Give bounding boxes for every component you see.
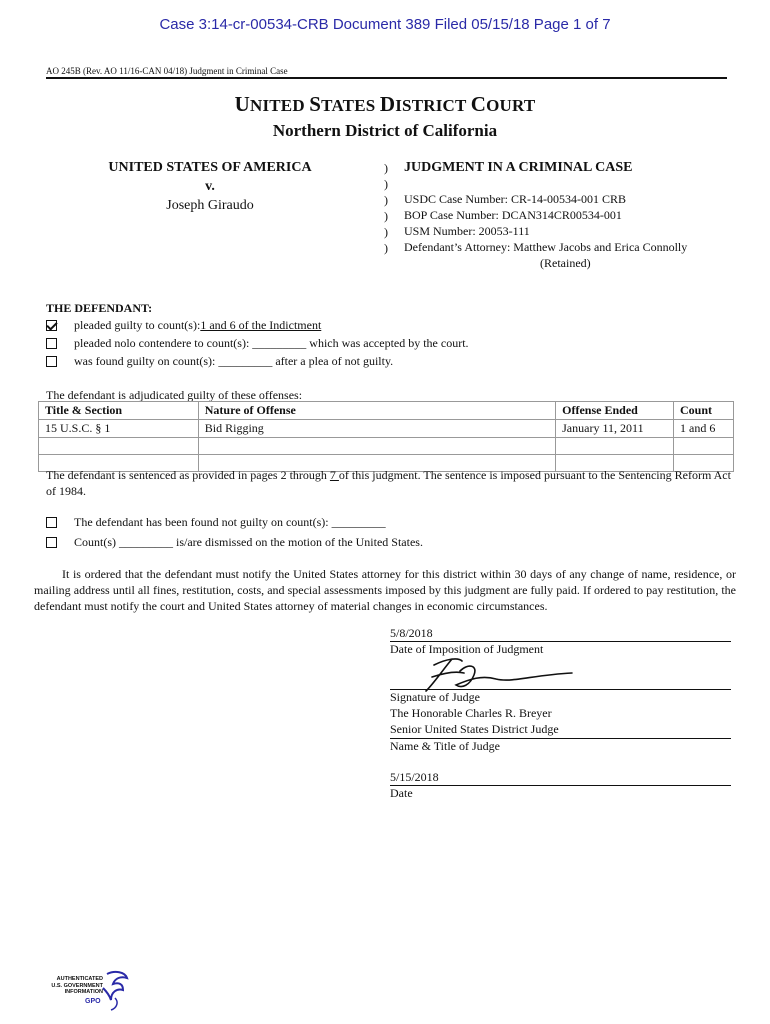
plea-not-guilty: was found guilty on count(s): _________ after a plea of not guilty. (46, 354, 393, 369)
table-row-empty (39, 438, 734, 455)
case-number: USDC Case Number: CR-14-00534-001 CRB (404, 192, 626, 206)
notification-order: It is ordered that the defendant must notify the United States attorney for this district within 30 days of any change of name, residence, or mailing address until all fines, restitution, costs, and special assessments imposed by this judgment are fully paid. If ordered to pay restitution, the defendant must notify the court and United States attorney of material changes in economic circumstances. (34, 567, 736, 613)
district-name: Northern District of California (272, 121, 498, 140)
checkbox-icon[interactable] (46, 537, 57, 548)
plea-guilty: pleaded guilty to count(s): 1 and 6 of the Indictment (46, 318, 321, 333)
table-cell: 1 and 6 (674, 420, 734, 438)
checkbox-icon[interactable] (46, 356, 57, 367)
table-cell: January 11, 2011 (556, 420, 674, 438)
offenses-intro: The defendant is adjudicated guilty of these offenses: (46, 388, 303, 402)
imposition-date: 5/8/2018 (390, 626, 433, 640)
column-header: Nature of Offense (198, 402, 555, 420)
seal-text: AUTHENTICATED U.S. GOVERNMENT INFORMATION (51, 976, 103, 995)
defendant-heading: THE DEFENDANT: (46, 301, 153, 315)
defendant-name: Joseph Giraudo (166, 198, 254, 213)
gpo-mark: GPO (85, 998, 101, 1005)
checkbox-checked-icon[interactable] (46, 320, 57, 331)
dismissed-counts: Count(s) _________ is/are dismissed on the motion of the United States. (46, 535, 423, 550)
imposition-date-label: Date of Imposition of Judgment (390, 641, 731, 657)
usm-number: USM Number: 20053-111 (404, 224, 530, 238)
checkbox-icon[interactable] (46, 338, 57, 349)
page-header: Case 3:14-cr-00534-CRB Document 389 Filed 05/15/18 Page 1 of 7 (159, 16, 611, 33)
table-row (39, 420, 734, 438)
attorney-status: (Retained) (540, 256, 591, 270)
table-cell: Bid Rigging (198, 420, 555, 438)
date-label: Date (390, 785, 731, 801)
column-header: Title & Section (39, 402, 199, 420)
sentence-statement: The defendant is sentenced as provided in pages 2 through 7 of this judgment. The sentence is imposed pursuant to the Sentencing Reform Act of 1984. (46, 468, 731, 498)
name-title-label: Name & Title of Judge (390, 738, 731, 754)
court-title: UNITED STATES DISTRICT COURT (234, 92, 536, 116)
signature-label: Signature of Judge (390, 689, 731, 705)
offenses-table (38, 401, 734, 472)
column-header: Count (674, 402, 734, 420)
plaintiff: UNITED STATES OF AMERICA (108, 160, 312, 175)
judge-block (390, 689, 731, 754)
eagle-icon (101, 968, 131, 1012)
signed-date-block (390, 770, 731, 801)
versus: v. (205, 179, 215, 194)
table-header-row (39, 402, 734, 420)
not-guilty-counts: The defendant has been found not guilty on count(s): _________ (46, 515, 386, 530)
case-caption-details (404, 158, 687, 271)
judge-title: Senior United States District Judge (390, 722, 559, 736)
table-cell: 15 U.S.C. § 1 (39, 420, 199, 438)
signed-date: 5/15/2018 (390, 770, 439, 784)
form-id: AO 245B (Rev. AO 11/16-CAN 04/18) Judgment in Criminal Case (46, 66, 288, 76)
column-header: Offense Ended (556, 402, 674, 420)
imposition-date-block (390, 626, 731, 657)
judge-name: The Honorable Charles R. Breyer (390, 706, 552, 720)
case-caption-parties (80, 158, 340, 215)
defense-attorney: Defendant’s Attorney: Matthew Jacobs and Erica Connolly (404, 240, 688, 254)
plea-nolo: pleaded nolo contendere to count(s): _________ which was accepted by the court. (46, 336, 469, 351)
caption-divider: ) ) ) ) ) ) (384, 161, 388, 255)
form-rule (46, 77, 727, 79)
bop-number: BOP Case Number: DCAN314CR00534-001 (404, 208, 622, 222)
checkbox-icon[interactable] (46, 517, 57, 528)
judgment-title: JUDGMENT IN A CRIMINAL CASE (404, 160, 633, 175)
